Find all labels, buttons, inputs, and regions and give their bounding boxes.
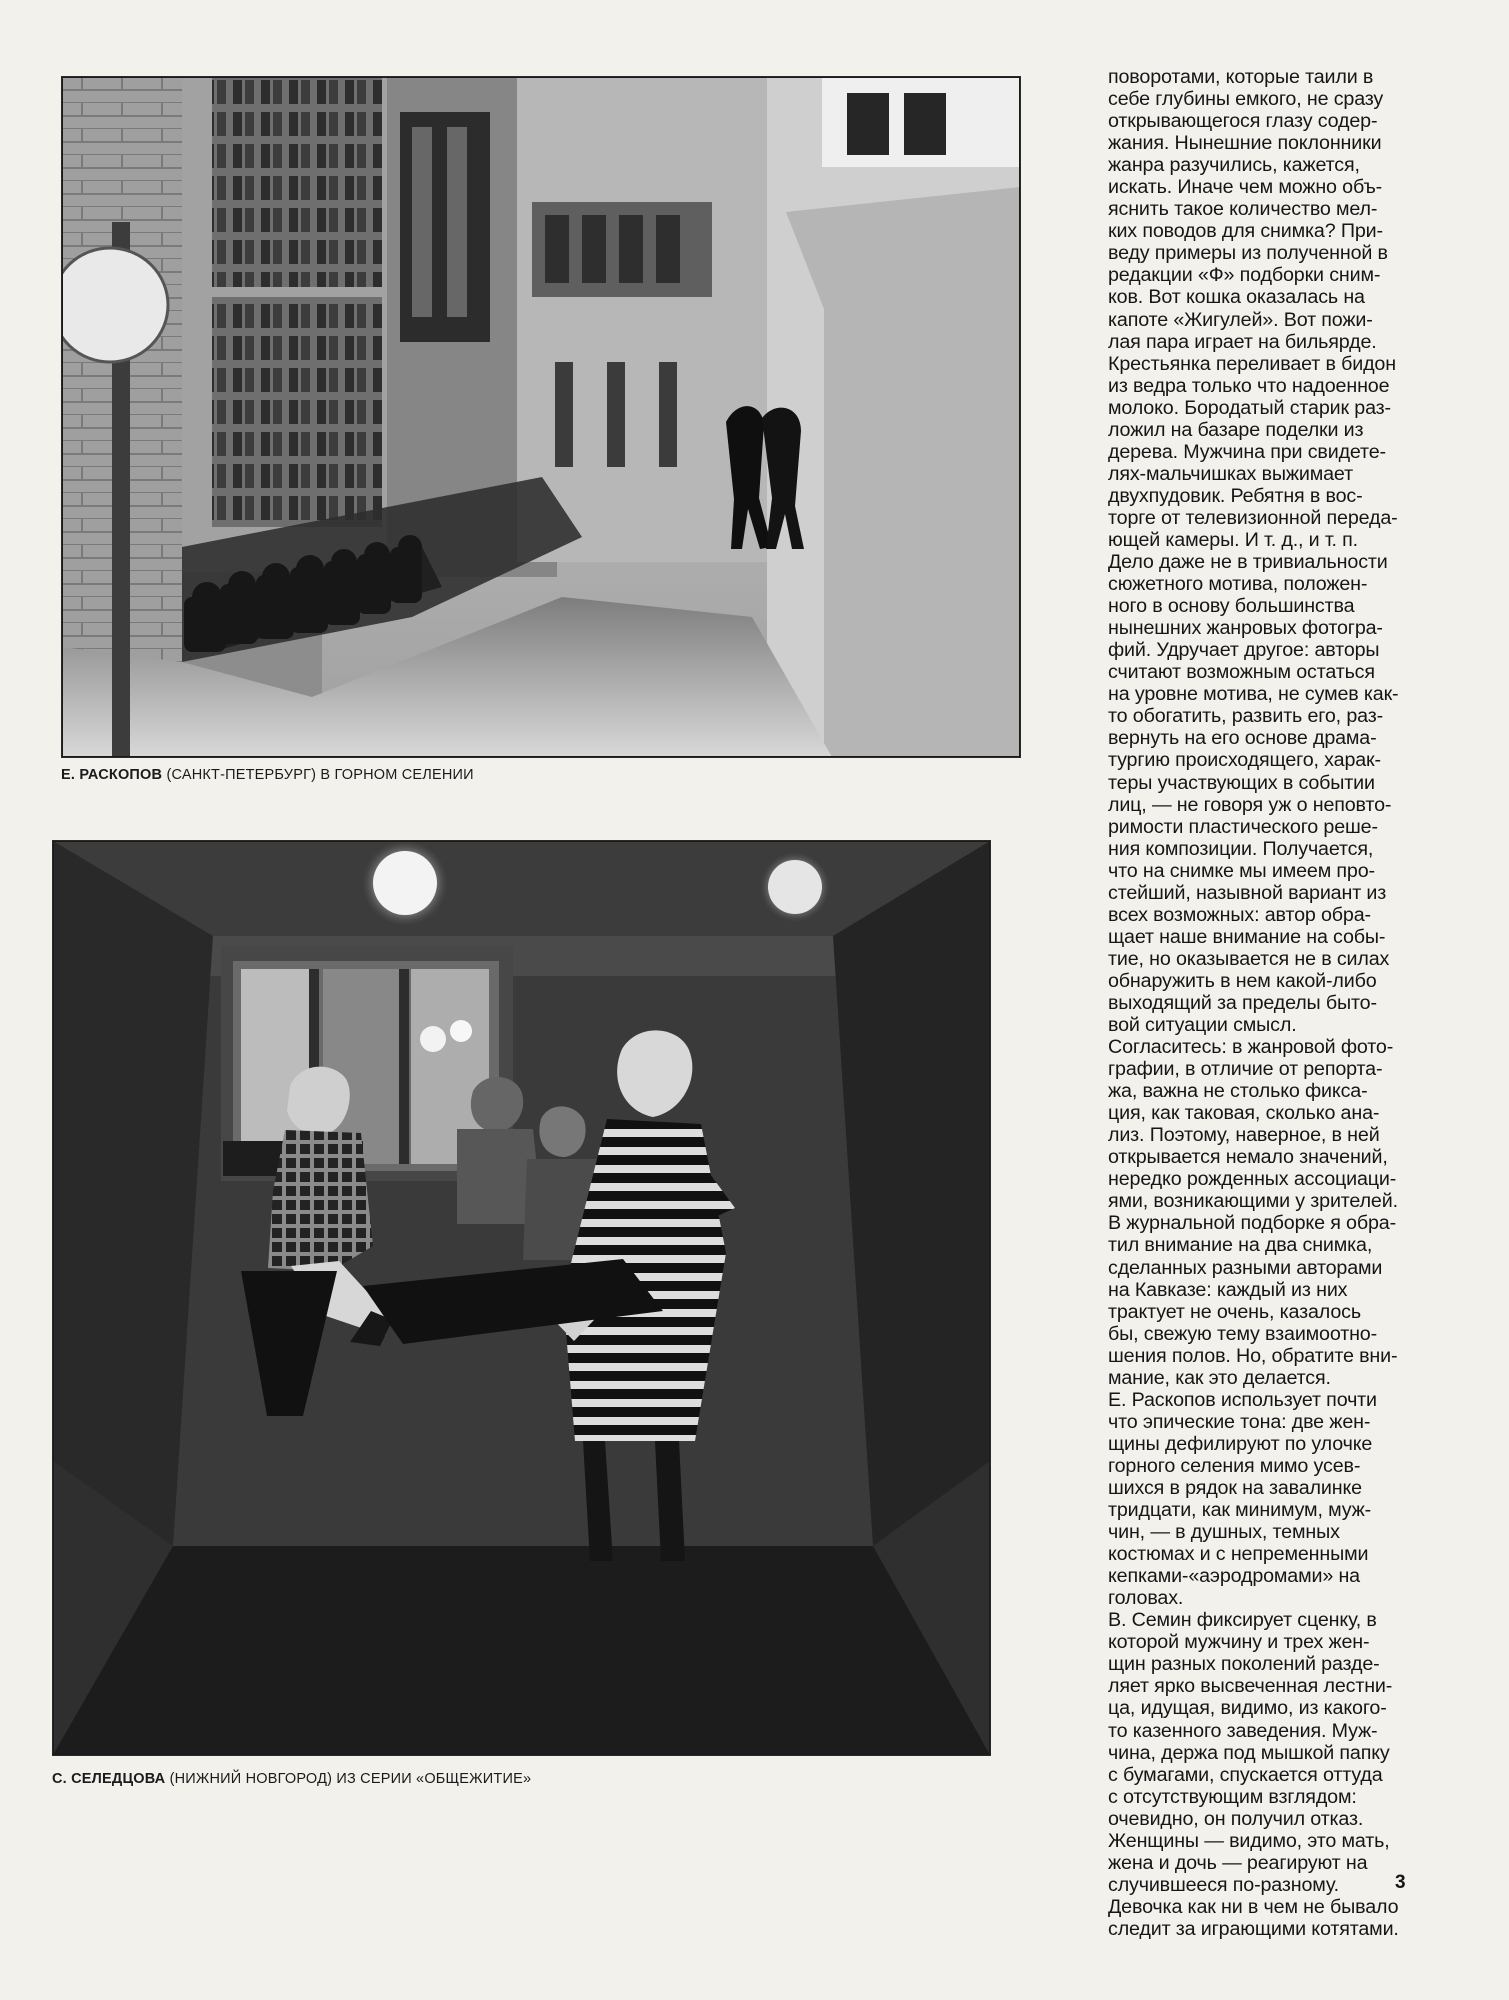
article-line: дерева. Мужчина при свидете- xyxy=(1108,440,1386,463)
article-line: вернуть на его основе драма- xyxy=(1108,727,1377,750)
dormitory-photo xyxy=(52,840,991,1756)
article-line: искать. Иначе чем можно объ- xyxy=(1108,176,1383,199)
article-line: открывающегося глазу содер- xyxy=(1108,110,1378,133)
article-line: яснить такое количество мел- xyxy=(1108,198,1378,221)
article-line: ция, как таковая, сколько ана- xyxy=(1108,1102,1380,1125)
article-line: себе глубины емкого, не сразу xyxy=(1108,88,1384,111)
article-line: ющей камеры. И т. д., и т. п. xyxy=(1108,528,1358,551)
article-line: теры участвующих в событии xyxy=(1108,771,1375,794)
article-line: тридцати, как минимум, муж- xyxy=(1108,1499,1372,1522)
article-line: тургию происходящего, харак- xyxy=(1108,749,1381,772)
article-line: щины дефилируют по улочке xyxy=(1108,1432,1373,1455)
page-number: 3 xyxy=(1395,1872,1406,1893)
article-line: ких поводов для снимка? При- xyxy=(1108,220,1383,243)
article-line: то обогатить, развить его, раз- xyxy=(1108,705,1383,728)
mountain-village-photo-drawing xyxy=(62,77,1020,757)
article-line: бы, свежую тему взаимоотно- xyxy=(1108,1322,1378,1345)
article-line: следит за играющими котятами. xyxy=(1108,1917,1399,1940)
first-photo-details: (САНКТ-ПЕТЕРБУРГ) В ГОРНОМ СЕЛЕНИИ xyxy=(166,767,474,783)
article-line: Крестьянка переливает в бидон xyxy=(1108,352,1396,375)
article-line: на уровне мотива, не сумев как- xyxy=(1108,683,1399,706)
article-line: чина, держа под мышкой папку xyxy=(1108,1741,1390,1764)
article-line: лях-мальчишках выжимает xyxy=(1108,462,1353,485)
article-line: лиз. Поэтому, наверное, в ней xyxy=(1108,1124,1380,1147)
article-line: тил внимание на два снимка, xyxy=(1108,1234,1373,1257)
article-line: графии, в отличие от репорта- xyxy=(1108,1058,1383,1081)
article-line: что на снимке мы имеем про- xyxy=(1108,859,1375,882)
second-photo-details: (НИЖНИЙ НОВГОРОД) ИЗ СЕРИИ «ОБЩЕЖИТИЕ» xyxy=(169,1771,532,1787)
article-line: всех возможных: автор обра- xyxy=(1108,903,1371,926)
article-line: редакции «Ф» подборки сним- xyxy=(1108,264,1381,287)
article-line: ков. Вот кошка оказалась на xyxy=(1108,286,1365,309)
article-line: щин разных поколений разде- xyxy=(1108,1653,1380,1676)
article-line: В журнальной подборке я обра- xyxy=(1108,1212,1396,1235)
first-photo-author: Е. РАСКОПОВ xyxy=(61,767,163,783)
article-line: головах. xyxy=(1108,1587,1184,1610)
article-line: шения полов. Но, обратите вни- xyxy=(1108,1344,1398,1367)
article-line: открывается немало значений, xyxy=(1108,1146,1388,1169)
article-line: костюмах и с непременными xyxy=(1108,1543,1369,1566)
article-line: нынешних жанровых фотогра- xyxy=(1108,617,1383,640)
article-line: что эпические тона: две жен- xyxy=(1108,1410,1371,1433)
article-line: с бумагами, спускается оттуда xyxy=(1108,1763,1383,1786)
dormitory-photo-drawing xyxy=(53,841,990,1755)
article-line: Девочка как ни в чем не бывало xyxy=(1108,1895,1399,1918)
article-line: обнаружить в нем какой-либо xyxy=(1108,969,1377,992)
article-line: поворотами, которые таили в xyxy=(1108,66,1374,88)
article-line: ями, возникающими у зрителей. xyxy=(1108,1190,1398,1213)
article-line: случившееся по-разному. xyxy=(1108,1873,1339,1896)
article-line: торге от телевизионной переда- xyxy=(1108,506,1398,529)
article-line: из ведра только что надоенное xyxy=(1108,374,1390,397)
article-line: ложил на базаре поделки из xyxy=(1108,418,1364,441)
second-photo-author: С. СЕЛЕДЦОВА xyxy=(52,1771,166,1787)
article-line: считают возможным остаться xyxy=(1108,661,1375,684)
article-line: ляет ярко высвеченная лестни- xyxy=(1108,1675,1393,1698)
article-line: тие, но оказывается не в силах xyxy=(1108,947,1390,970)
article-line: нередко рожденных ассоциаци- xyxy=(1108,1168,1397,1191)
article-line: вой ситуации смысл. xyxy=(1108,1014,1297,1037)
article-line: горного селения мимо усев- xyxy=(1108,1454,1361,1477)
article-line: чин, — в душных, темных xyxy=(1108,1521,1340,1544)
article-line: выходящий за пределы быто- xyxy=(1108,991,1377,1014)
article-line: капоте «Жигулей». Вот пожи- xyxy=(1108,308,1373,331)
article-line: очевидно, он получил отказ. xyxy=(1108,1807,1364,1830)
article-line: В. Семин фиксирует сценку, в xyxy=(1108,1609,1377,1632)
article-line: сделанных разными авторами xyxy=(1108,1256,1383,1279)
article-line: Согласитесь: в жанровой фото- xyxy=(1108,1036,1394,1059)
article-line: фий. Удручает другое: авторы xyxy=(1108,639,1380,662)
article-line: стейший, назывной вариант из xyxy=(1108,881,1387,904)
article-line: молоко. Бородатый старик раз- xyxy=(1108,396,1391,419)
article-text-column xyxy=(1108,66,1408,1940)
article-line: шихся в рядок на завалинке xyxy=(1108,1477,1362,1499)
mountain-village-photo xyxy=(61,76,1021,758)
article-line: ца, идущая, видимо, из какого- xyxy=(1108,1697,1387,1720)
article-line: римости пластического реше- xyxy=(1108,815,1378,838)
article-line: двухпудовик. Ребятня в вос- xyxy=(1108,484,1363,507)
article-line: ного в основу большинства xyxy=(1108,595,1355,618)
article-line: ния композиции. Получается, xyxy=(1108,837,1374,860)
article-line: жена и дочь — реагируют на xyxy=(1108,1851,1368,1874)
article-line: Е. Раскопов использует почти xyxy=(1108,1388,1377,1411)
first-photo-caption xyxy=(61,766,474,784)
article-line: сюжетного мотива, положен- xyxy=(1108,573,1368,596)
article-line: Дело даже не в тривиальности xyxy=(1108,551,1388,574)
article-line: то казенного заведения. Муж- xyxy=(1108,1719,1378,1742)
article-line: жа, важна не столько фикса- xyxy=(1108,1080,1368,1103)
article-line: мание, как это делается. xyxy=(1108,1366,1331,1389)
article-line: на Кавказе: каждый из них xyxy=(1108,1278,1348,1301)
article-line: жанра разучились, кажется, xyxy=(1108,154,1360,177)
article-line: кепками-«аэродромами» на xyxy=(1108,1565,1360,1588)
article-line: с отсутствующим взглядом: xyxy=(1108,1785,1357,1808)
article-line: веду примеры из полученной в xyxy=(1108,242,1388,265)
article-line: жания. Нынешние поклонники xyxy=(1108,132,1382,155)
second-photo-caption xyxy=(52,1770,531,1788)
article-line: лиц, — не говоря уж о неповто- xyxy=(1108,793,1392,816)
article-line: трактует не очень, казалось xyxy=(1108,1300,1361,1323)
article-line: которой мужчину и трех жен- xyxy=(1108,1631,1370,1654)
article-line: щает наше внимание на собы- xyxy=(1108,925,1386,948)
article-line: Женщины — видимо, это мать, xyxy=(1108,1829,1390,1852)
article-line: лая пара играет на бильярде. xyxy=(1108,330,1377,353)
